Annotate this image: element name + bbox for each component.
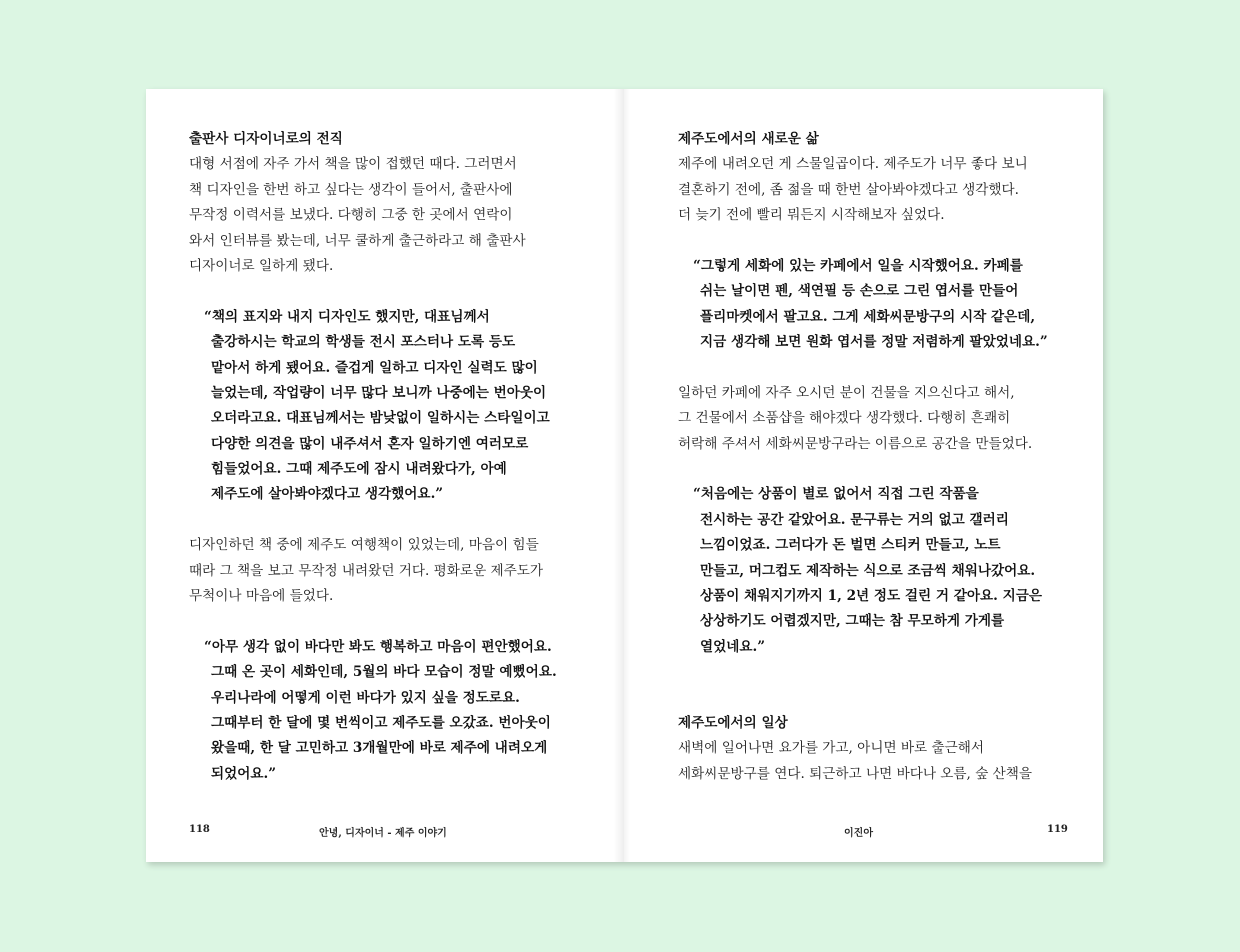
right-page-body bbox=[678, 127, 1078, 787]
paragraph bbox=[678, 381, 1078, 457]
text-line: 때라 그 책을 보고 무작정 내려왔던 거다. 평화로운 제주도가 bbox=[189, 562, 544, 579]
paragraph bbox=[189, 533, 589, 609]
text-line: 와서 인터뷰를 봤는데, 너무 쿨하게 출근하라고 해 출판사 bbox=[189, 232, 526, 249]
text-line: 허락해 주셔서 세화씨문방구라는 이름으로 공간을 만들었다. bbox=[678, 435, 1033, 452]
block-quote bbox=[189, 635, 589, 787]
text-line: 일하던 카페에 자주 오시던 분이 건물을 지으신다고 해서, bbox=[678, 384, 1015, 401]
quote-line: 그때부터 한 달에 몇 번씩이고 제주도를 오갔죠. 번아웃이 bbox=[211, 714, 551, 731]
quote-line: “책의 표지와 내지 디자인도 했지만, 대표님께서 bbox=[204, 308, 490, 325]
text-line: 세화씨문방구를 연다. 퇴근하고 나면 바다나 오름, 숲 산책을 bbox=[678, 765, 1033, 782]
text-line: 결혼하기 전에, 좀 젊을 때 한번 살아봐야겠다고 생각했다. bbox=[678, 181, 1019, 198]
quote-line: 힘들었어요. 그때 제주도에 잠시 내려왔다가, 아예 bbox=[211, 461, 507, 478]
gutter-shadow bbox=[614, 89, 624, 862]
book-spread bbox=[146, 89, 1103, 862]
quote-line: 왔을때, 한 달 고민하고 3개월만에 바로 제주에 내려오게 bbox=[211, 740, 548, 757]
quote-line: 전시하는 공간 같았어요. 문구류는 거의 없고 갤러리 bbox=[700, 511, 1009, 528]
running-author: 이진아 bbox=[844, 828, 873, 839]
paragraph bbox=[678, 152, 1078, 228]
quote-line: 제주도에 살아봐야겠다고 생각했어요.” bbox=[211, 486, 444, 503]
quote-line: 만들고, 머그컵도 제작하는 식으로 조금씩 채워나갔어요. bbox=[700, 562, 1036, 579]
left-page-body bbox=[189, 127, 589, 787]
paragraph bbox=[189, 152, 589, 279]
text-line: 그 건물에서 소품샵을 해야겠다 생각했다. 다행히 흔쾌히 bbox=[678, 410, 1011, 427]
block-quote bbox=[678, 254, 1078, 356]
quote-line: 상품이 채워지기까지 1, 2년 정도 걸린 거 같아요. 지금은 bbox=[700, 588, 1043, 605]
text-line: 제주에 내려오던 게 스물일곱이다. 제주도가 너무 좋다 보니 bbox=[678, 156, 1028, 173]
quote-line: 지금 생각해 보면 원화 엽서를 정말 저렴하게 팔았었네요.” bbox=[700, 334, 1048, 351]
text-line: 무작정 이력서를 보냈다. 다행히 그중 한 곳에서 연락이 bbox=[189, 207, 513, 224]
quote-line: “아무 생각 없이 바다만 봐도 행복하고 마음이 편안했어요. bbox=[204, 638, 552, 655]
running-title: 안녕, 디자이너 - 제주 이야기 bbox=[319, 828, 447, 839]
section-heading: 제주도에서의 일상 bbox=[678, 715, 788, 731]
page-number: 119 bbox=[1047, 824, 1068, 835]
block-quote bbox=[189, 305, 589, 508]
quote-line: 늘었는데, 작업량이 너무 많다 보니까 나중에는 번아웃이 bbox=[211, 384, 547, 401]
text-line: 무척이나 마음에 들었다. bbox=[189, 588, 334, 605]
quote-line: 쉬는 날이면 펜, 색연필 등 손으로 그린 엽서를 만들어 bbox=[700, 283, 1019, 300]
paragraph bbox=[678, 736, 1078, 787]
quote-line: 다양한 의견을 많이 내주셔서 혼자 일하기엔 여러모로 bbox=[211, 435, 529, 452]
quote-line: 열었네요.” bbox=[700, 638, 766, 655]
quote-line: 우리나라에 어떻게 이런 바다가 있지 싶을 정도로요. bbox=[211, 689, 520, 706]
quote-line: 되었어요.” bbox=[211, 765, 277, 782]
text-line: 더 늦기 전에 빨리 뭐든지 시작해보자 싶었다. bbox=[678, 207, 945, 224]
quote-line: “처음에는 상품이 별로 없어서 직접 그린 작품을 bbox=[693, 486, 979, 503]
block-quote bbox=[678, 482, 1078, 660]
quote-line: 그때 온 곳이 세화인데, 5월의 바다 모습이 정말 예뻤어요. bbox=[211, 664, 557, 681]
quote-line: 플리마켓에서 팔고요. 그게 세화씨문방구의 시작 같은데, bbox=[700, 308, 1036, 325]
quote-line: 상상하기도 어렵겠지만, 그때는 참 무모하게 가게를 bbox=[700, 613, 1005, 630]
text-line: 새벽에 일어나면 요가를 가고, 아니면 바로 출근해서 bbox=[678, 740, 985, 757]
section-heading: 출판사 디자이너로의 전직 bbox=[189, 131, 343, 147]
left-page bbox=[146, 89, 624, 862]
text-line: 디자이너로 일하게 됐다. bbox=[189, 257, 334, 274]
quote-line: “그렇게 세화에 있는 카페에서 일을 시작했어요. 카페를 bbox=[693, 257, 1023, 274]
gutter-shadow bbox=[624, 89, 630, 862]
quote-line: 오더라고요. 대표님께서는 밤낮없이 일하시는 스타일이고 bbox=[211, 410, 550, 427]
quote-line: 출강하시는 학교의 학생들 전시 포스터나 도록 등도 bbox=[211, 334, 516, 351]
text-line: 디자인하던 책 중에 제주도 여행책이 있었는데, 마음이 힘들 bbox=[189, 537, 539, 554]
section-heading: 제주도에서의 새로운 삶 bbox=[678, 131, 819, 147]
quote-line: 느낌이었죠. 그러다가 돈 벌면 스티커 만들고, 노트 bbox=[700, 537, 1001, 554]
page-number: 118 bbox=[189, 824, 210, 835]
right-page bbox=[624, 89, 1103, 862]
text-line: 책 디자인을 한번 하고 싶다는 생각이 들어서, 출판사에 bbox=[189, 181, 513, 198]
text-line: 대형 서점에 자주 가서 책을 많이 접했던 때다. 그러면서 bbox=[189, 156, 517, 173]
quote-line: 맡아서 하게 됐어요. 즐겁게 일하고 디자인 실력도 많이 bbox=[211, 359, 538, 376]
